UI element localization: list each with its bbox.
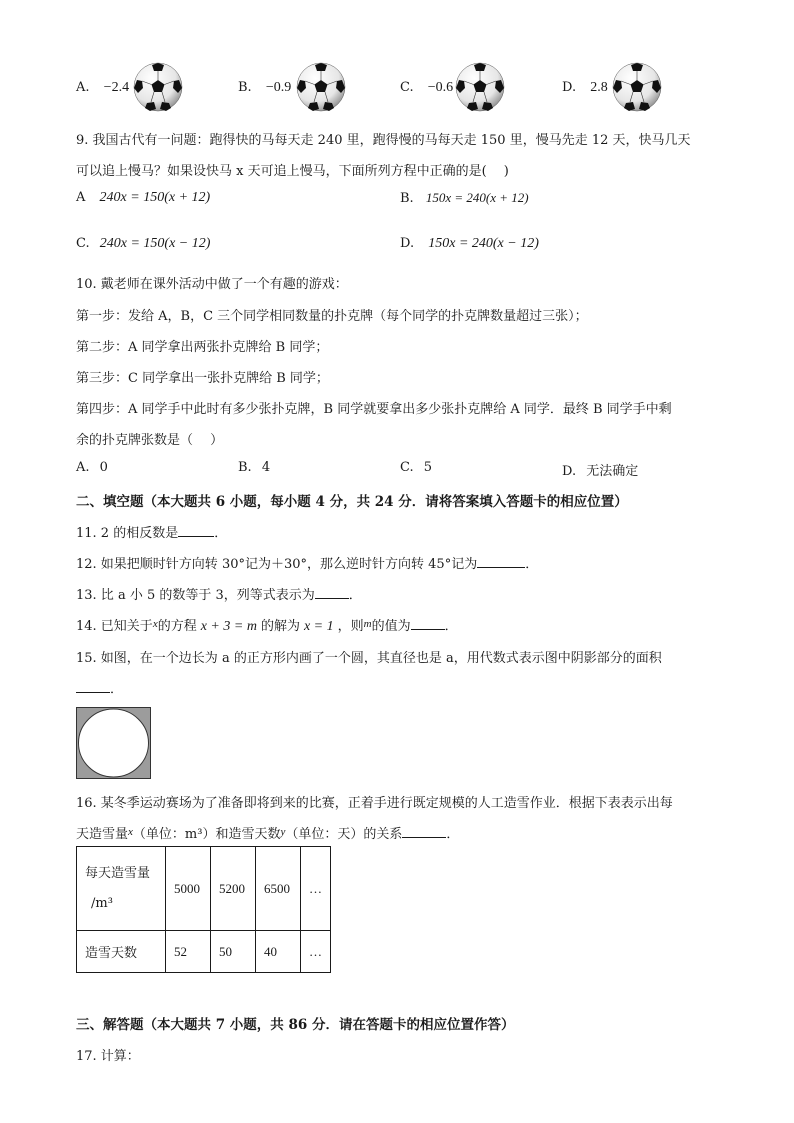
table-cell: 50	[211, 931, 256, 973]
square-circle-figure	[76, 707, 151, 779]
snow-data-table	[76, 846, 331, 973]
section2-heading: 二、填空题（本大题共 6 小题，每小题 4 分，共 24 分．请将答案填入答题卡的相应位置）	[76, 494, 628, 510]
q10-option-a[interactable]: A. 0	[76, 460, 108, 475]
q16-line1: 16. 某冬季运动赛场为了准备即将到来的比赛，正着手进行既定规模的人工造雪作业．根据下表表示出每	[76, 796, 673, 811]
q8-option-c[interactable]: C. −0.6	[400, 80, 454, 95]
q8-option-b[interactable]: B. −0.9	[238, 80, 292, 95]
q10-step1: 第一步：发给 A，B，C 三个同学相同数量的扑克牌（每个同学的扑克牌数量超过三张）；	[76, 309, 588, 324]
table-cell: 5000	[166, 847, 211, 931]
q9-option-c[interactable]: C. 240x = 150(x − 12)	[76, 236, 211, 251]
q10-option-b[interactable]: B. 4	[238, 460, 271, 475]
q16-line2: 天造雪量$^x$（单位：m³）和造雪天数$^y$（单位：天）的关系 ．	[76, 826, 460, 842]
table-cell: 40	[256, 931, 301, 973]
q13-answer-blank[interactable]	[315, 586, 349, 599]
q12-answer-blank[interactable]	[477, 555, 525, 568]
q12: 12. 如果把顺时针方向转 30°记为＋30°，那么逆时针方向转 45°记为 ．	[76, 557, 539, 572]
table-cell: 6500	[256, 847, 301, 931]
table-header-daily-snow: 每天造雪量 /m³	[77, 847, 166, 931]
q10-step2: 第二步：A 同学拿出两张扑克牌给 B 同学；	[76, 340, 329, 355]
q10-option-d[interactable]: D. 无法确定	[562, 464, 639, 479]
soccer-ball-icon	[455, 62, 505, 112]
table-cell: 5200	[211, 847, 256, 931]
q15-line1: 15. 如图，在一个边长为 a 的正方形内画了一个圆，其直径也是 a，用代数式表示图中阴影部分的面积	[76, 651, 662, 666]
soccer-ball-icon	[133, 62, 183, 112]
q9-line1: 9. 我国古代有一问题：跑得快的马每天走 240 里，跑得慢的马每天走 150 里，慢马先走 12 天，快马几天	[76, 133, 691, 148]
q8-option-a[interactable]: A. −2.4	[76, 80, 130, 95]
table-header-snow-days: 造雪天数	[77, 931, 166, 973]
table-cell: …	[301, 847, 331, 931]
q15-line2: ．	[76, 678, 123, 697]
section3-heading: 三、解答题（本大题共 7 小题，共 86 分．请在答题卡的相应位置作答）	[76, 1017, 515, 1033]
q10-intro: 10. 戴老师在课外活动中做了一个有趣的游戏：	[76, 277, 348, 292]
q10-step4-line1: 第四步：A 同学手中此时有多少张扑克牌，B 同学就要拿出多少张扑克牌给 A 同学．最终 B 同学手中剩	[76, 402, 672, 417]
q14-answer-blank[interactable]	[411, 617, 445, 630]
q10-option-c[interactable]: C. 5	[400, 460, 433, 475]
q15-answer-blank[interactable]	[76, 680, 110, 693]
q9-option-d[interactable]: D. 150x = 240(x − 12)	[400, 236, 539, 251]
q14: 14. 已知关于$^x$的方程 x + 3 = m 的解为 x = 1 ，则$^m$的值为 ．	[76, 618, 458, 634]
q13: 13. 比 a 小 5 的数等于 3，列等式表示为 ．	[76, 588, 362, 603]
q10-step4-line2: 余的扑克牌张数是（ ）	[76, 433, 224, 448]
q8-option-d[interactable]: D. 2.8	[562, 80, 608, 95]
q9-option-b[interactable]: B. 150x = 240(x + 12)	[400, 190, 529, 206]
table-cell: 52	[166, 931, 211, 973]
q17: 17. 计算：	[76, 1049, 140, 1064]
q11: 11. 2 的相反数是 ．	[76, 526, 228, 541]
table-row	[77, 847, 331, 931]
q9-line2: 可以追上慢马？如果设快马 x 天可追上慢马，下面所列方程中正确的是( )	[76, 164, 509, 179]
table-cell: …	[301, 931, 331, 973]
soccer-ball-icon	[296, 62, 346, 112]
table-row	[77, 931, 331, 973]
soccer-ball-icon	[612, 62, 662, 112]
q16-answer-blank[interactable]	[402, 825, 446, 838]
q10-step3: 第三步：C 同学拿出一张扑克牌给 B 同学；	[76, 371, 329, 386]
inscribed-circle	[79, 709, 149, 777]
q11-answer-blank[interactable]	[178, 524, 214, 537]
q9-option-a[interactable]: A 240x = 150(x + 12)	[76, 190, 211, 205]
